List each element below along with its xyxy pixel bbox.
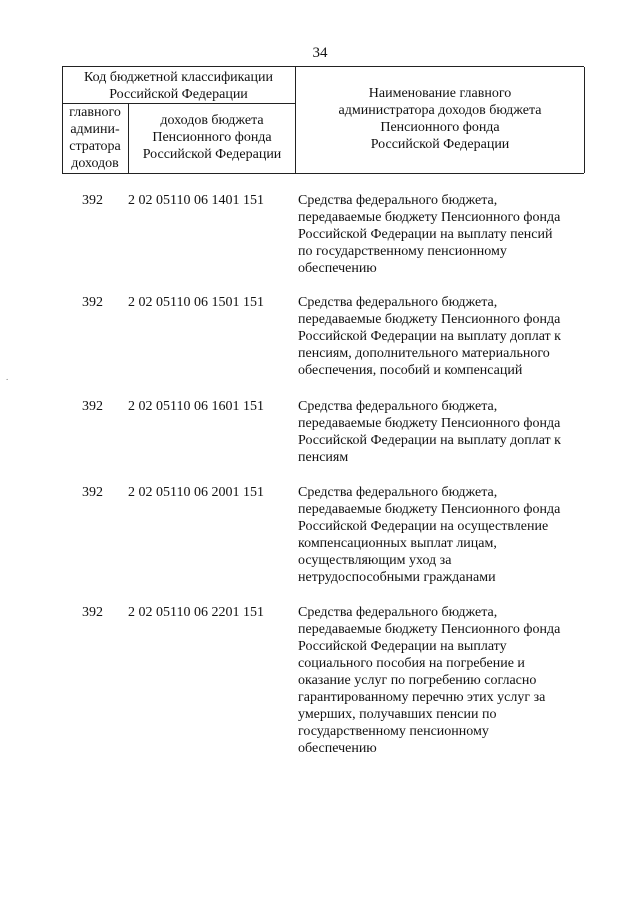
row-admin-code: 392 — [82, 399, 103, 414]
row-name — [298, 294, 598, 379]
row-name — [298, 192, 598, 277]
row-name-line: компенсационных выплат лицам, — [298, 536, 497, 551]
header-col-name-line: администратора доходов бюджета — [338, 103, 542, 118]
header-group-title — [62, 69, 295, 103]
row-name-line: Средства федерального бюджета, — [298, 193, 498, 208]
header-col-admin-line: стратора — [69, 139, 121, 154]
row-name-line: Российской Федерации на выплату доплат к — [298, 329, 561, 344]
row-admin-code: 392 — [82, 295, 103, 310]
row-name-line: Российской Федерации на выплату пенсий — [298, 227, 553, 242]
row-budget-code: 2 02 05110 06 1601 151 — [128, 399, 264, 414]
row-name-line: по государственному пенсионному — [298, 244, 507, 259]
header-col-name-line: Пенсионного фонда — [380, 120, 500, 135]
header-col-name-line: Наименование главного — [368, 86, 512, 101]
row-name-line: гарантированному перечню этих услуг за — [298, 690, 546, 705]
row-name-line: оказание услуг по погребению согласно — [298, 673, 537, 688]
row-name-line: Российской Федерации на выплату доплат к — [298, 433, 561, 448]
row-name-line: осуществляющим уход за — [298, 553, 452, 568]
row-admin-code: 392 — [82, 193, 103, 208]
header-col-income-line: Российской Федерации — [142, 147, 282, 162]
row-name-line: передаваемые бюджету Пенсионного фонда — [298, 210, 561, 225]
header-col-admin-line: доходов — [71, 156, 119, 171]
row-name-line: нетрудоспособными гражданами — [298, 570, 496, 585]
row-budget-code: 2 02 05110 06 1501 151 — [128, 295, 264, 310]
row-name-line: передаваемые бюджету Пенсионного фонда — [298, 622, 561, 637]
row-name-line: передаваемые бюджету Пенсионного фонда — [298, 312, 561, 327]
row-name-line: передаваемые бюджету Пенсионного фонда — [298, 502, 561, 517]
row-name — [298, 484, 598, 586]
scan-margin-mark: . — [6, 372, 9, 382]
row-name-line: социального пособия на погребение и — [298, 656, 525, 671]
row-name-line: Средства федерального бюджета, — [298, 399, 498, 414]
header-col-name — [296, 85, 584, 153]
header-col-admin-line: админи- — [70, 122, 120, 137]
row-budget-code: 2 02 05110 06 2201 151 — [128, 605, 264, 620]
row-name-line: Российской Федерации на выплату — [298, 639, 507, 654]
page-number: 34 — [312, 45, 328, 61]
table-header — [62, 66, 584, 174]
row-budget-code: 2 02 05110 06 1401 151 — [128, 193, 264, 208]
header-group-title-line: Код бюджетной классификации — [84, 70, 273, 85]
row-name-line: обеспечения, пособий и компенсаций — [298, 363, 523, 378]
row-name-line: передаваемые бюджету Пенсионного фонда — [298, 416, 561, 431]
row-name-line: Средства федерального бюджета, — [298, 605, 498, 620]
row-name-line: пенсиям, дополнительного материального — [298, 346, 550, 361]
row-admin-code: 392 — [82, 605, 103, 620]
header-right-border — [584, 67, 585, 173]
header-col-admin — [62, 104, 128, 172]
row-name — [298, 398, 598, 466]
header-col-income-line: Пенсионного фонда — [152, 130, 272, 145]
row-admin-code: 392 — [82, 485, 103, 500]
row-name-line: пенсиям — [298, 450, 349, 465]
row-name-line: обеспечению — [298, 261, 377, 276]
header-col-admin-line: главного — [69, 105, 121, 120]
header-col-name-line: Российской Федерации — [370, 137, 510, 152]
header-col-income-line: доходов бюджета — [160, 113, 264, 128]
row-name-line: Средства федерального бюджета, — [298, 485, 498, 500]
header-group-title-line: Российской Федерации — [109, 87, 248, 102]
row-name-line: Средства федерального бюджета, — [298, 295, 498, 310]
row-budget-code: 2 02 05110 06 2001 151 — [128, 485, 264, 500]
row-name — [298, 604, 598, 757]
row-name-line: умерших, получавших пенсии по — [298, 707, 497, 722]
header-col-income — [129, 112, 295, 163]
row-name-line: Российской Федерации на осуществление — [298, 519, 549, 534]
row-name-line: государственному пенсионному — [298, 724, 489, 739]
row-name-line: обеспечению — [298, 741, 377, 756]
